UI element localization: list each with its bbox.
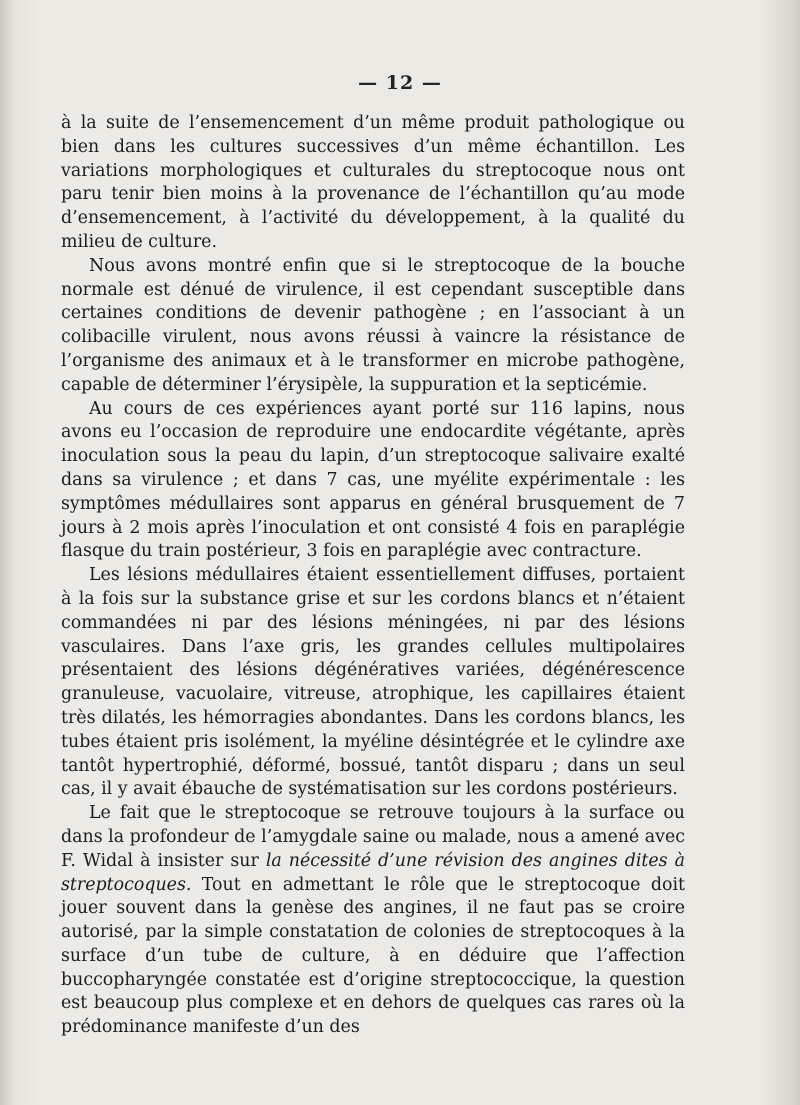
paragraph-1: à la suite de l’ensemencement d’un même produit pathologique ou bien dans les cultures successives d’un même échantillon. Les variations morphologiques et culturales du streptocoque nous ont paru tenir bien moins à la provenance de l’échantillon qu’au mode d’ensemencement, à l’activité du développement, à la qualité du milieu de culture. — [61, 113, 685, 252]
paragraph-2: Nous avons montré enfin que si le streptocoque de la bouche normale est dénué de virulence, il est cependant susceptible dans certaines conditions de devenir pathogène ; en l’associant à un colibacille virulent, nous avons réussi à vaincre la résistance de l’organisme des animaux et à le transformer en microbe pathogène, capable de déterminer l’érysipèle, la suppuration et la septicémie. — [61, 255, 685, 395]
paragraph-5-end: . Tout en admettant le rôle que le streptocoque doit jouer souvent dans la genèse des angines, il ne faut pas se croire autorisé, par la simple constatation de colonies de streptocoques à la surface d’un tube de culture, à en déduire que l’affection buccopharyngée constatée est d’origine streptococcique, la question est beaucoup plus complexe et en dehors de quelques cas rares où la prédominance manifeste d’un des — [61, 874, 685, 1038]
paragraph-5-italic-phrase: la nécessité d’une révision des angines dites à streptocoques — [61, 850, 686, 895]
paragraph-5 — [61, 802, 685, 1040]
paragraph-4: Les lésions médullaires étaient essentiellement diffuses, portaient à la fois sur la substance grise et sur les cordons blancs et n’étaient commandées ni par des lésions méningées, ni par des lésions vasculaires. Dans l’axe gris, les grandes cellules multipolaires présentaient des lésions dégénératives variées, dégénérescence granuleuse, vacuolaire, vitreuse, atrophique, les capillaires étaient très dilatés, les hémorragies abondantes. Dans les cordons blancs, les tubes étaient pris isolément, la myéline désintégrée et le cylindre axe tantôt hypertrophié, déformé, bossué, tantôt disparu ; dans un seul cas, il y avait ébauche de systématisation sur les cordons postérieurs. — [61, 565, 685, 800]
body-text — [61, 112, 685, 1040]
paragraph-5-start: Le fait que le streptocoque se retrouve toujours à la surface ou dans la profondeur de l’amygdale saine ou malade, nous a amené avec F. Widal à insister sur — [61, 803, 685, 871]
page-number: — 12 — — [358, 72, 442, 94]
paragraph-3: Au cours de ces expériences ayant porté sur 116 lapins, nous avons eu l’occasion de reproduire une endocardite végétante, après inoculation sous la peau du lapin, d’un streptocoque salivaire exalté dans sa virulence ; et dans 7 cas, une myélite expérimentale : les symptômes médullaires sont apparus en général brusquement de 7 jours à 2 mois après l’inoculation et ont consisté 4 fois en paraplégie flasque du train postérieur, 3 fois en paraplégie avec contracture. — [61, 398, 685, 562]
